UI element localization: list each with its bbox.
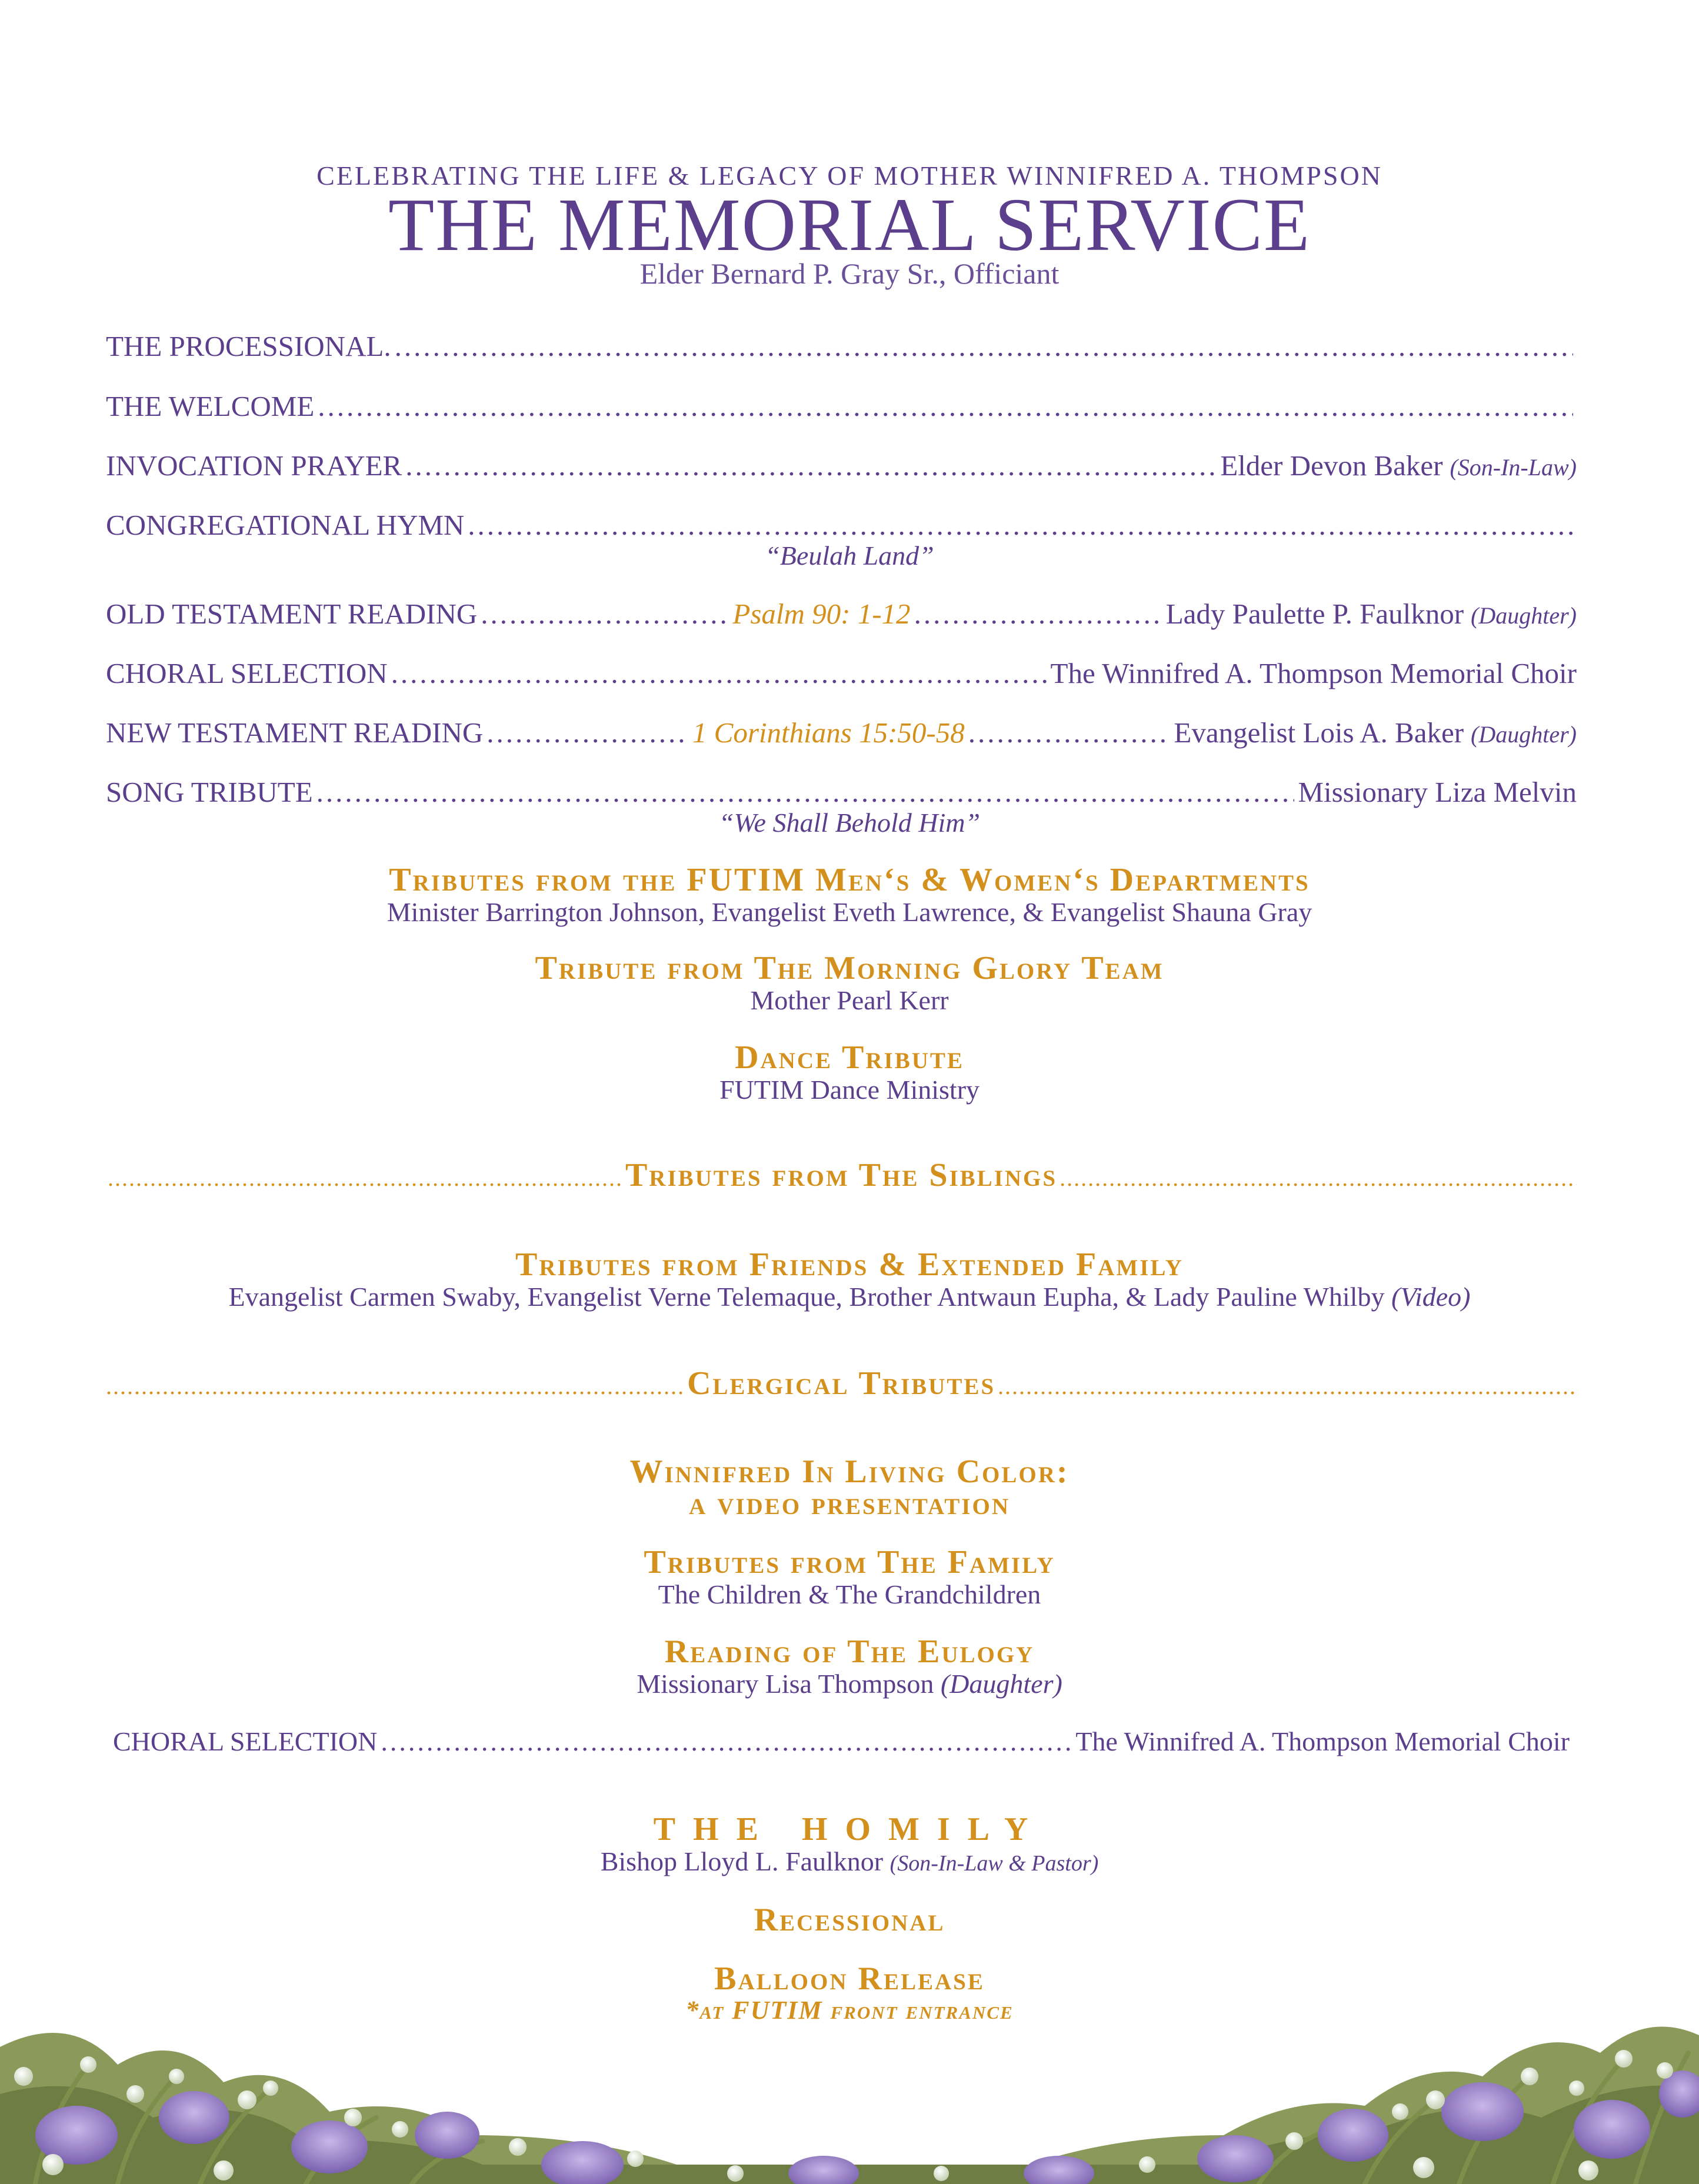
section-names-dance: FUTIM Dance Ministry <box>719 1075 980 1105</box>
leader-dots <box>395 329 1573 363</box>
program-row-welcome <box>106 389 1577 427</box>
program-row-processional <box>106 329 1577 367</box>
hymn-title: “Beulah Land” <box>765 541 934 571</box>
balloon-release-note: *at FUTIM front entrance <box>685 1996 1014 2025</box>
section-names-morning-glory: Mother Pearl Kerr <box>750 985 949 1015</box>
program-item-person: Lady Paulette P. Faulknor <box>1165 598 1464 630</box>
program-item-label: CHORAL SELECTION <box>113 1726 378 1756</box>
leader-dots <box>487 716 689 749</box>
program-item-person: Missionary Liza Melvin <box>1298 776 1577 808</box>
program-item-note: (Daughter) <box>1471 721 1577 748</box>
page-title: THE MEMORIAL SERVICE <box>388 183 1311 266</box>
program-row-invocation <box>106 449 1577 486</box>
program-item-label: OLD TESTAMENT READING <box>106 598 478 630</box>
program-item-person: Elder Devon Baker <box>1220 449 1443 482</box>
section-heading-friends: Tributes from Friends & Extended Family <box>515 1246 1184 1283</box>
leader-dots <box>481 597 729 631</box>
program-row-closing-choral <box>113 1726 1570 1763</box>
floral-border-image <box>0 1941 1699 2184</box>
section-heading-dance: Dance Tribute <box>735 1039 964 1076</box>
homily-speaker <box>0 1846 1699 1877</box>
program-item-label: NEW TESTAMENT READING <box>106 716 484 749</box>
leader-dots <box>317 775 1295 809</box>
balloon-release-heading: Balloon Release <box>714 1960 985 1997</box>
program-row-old-testament <box>106 597 1577 635</box>
program-row-choral-selection <box>106 656 1577 694</box>
program-row-new-testament <box>106 716 1577 753</box>
section-names-family: The Children & The Grandchildren <box>658 1579 1041 1609</box>
section-names-departments: Minister Barrington Johnson, Evangelist Eveth Lawrence, & Evangelist Shauna Gray <box>387 897 1312 927</box>
leader-dots <box>391 656 1047 690</box>
section-heading-clergical <box>106 1365 1577 1402</box>
section-heading-departments: Tributes from the FUTIM Men‘s & Women‘s Departments <box>389 862 1310 898</box>
homily-heading: THE HOMILY <box>653 1811 1046 1848</box>
friends-names: Evangelist Carmen Swaby, Evangelist Verne Telemaque, Brother Antwaun Eupha, & Lady Pauline Whilby <box>228 1282 1385 1312</box>
program-item-label: SONG TRIBUTE <box>106 776 313 808</box>
eulogy-reader: Missionary Lisa Thompson <box>637 1669 934 1699</box>
siblings-heading: Tributes from The Siblings <box>625 1157 1058 1193</box>
leader-dots <box>998 1372 1577 1400</box>
leader-dots <box>106 1164 623 1192</box>
program-item-label: CHORAL SELECTION <box>106 657 388 689</box>
program-item-person: The Winnifred A. Thompson Memorial Choir <box>1075 1726 1570 1756</box>
program-item-person: Evangelist Lois A. Baker <box>1174 716 1464 749</box>
officiant-line: Elder Bernard P. Gray Sr., Officiant <box>639 257 1060 290</box>
leader-dots <box>468 508 1573 542</box>
leader-dots <box>318 389 1573 423</box>
section-names-eulogy <box>0 1668 1699 1699</box>
section-heading-morning-glory: Tribute from The Morning Glory Team <box>535 950 1164 986</box>
program-item-person: The Winnifred A. Thompson Memorial Choir <box>1050 657 1577 689</box>
homily-speaker-name: Bishop Lloyd L. Faulknor <box>600 1846 884 1876</box>
program-item-label: CONGREGATIONAL HYMN <box>106 509 465 541</box>
leader-dots <box>1060 1164 1577 1192</box>
eulogy-note: (Daughter) <box>940 1669 1062 1699</box>
song-title: “We Shall Behold Him” <box>718 808 981 838</box>
program-kicker: CELEBRATING THE LIFE & LEGACY OF MOTHER WINNIFRED A. THOMPSON <box>317 161 1382 191</box>
section-heading-eulogy: Reading of The Eulogy <box>664 1633 1035 1670</box>
program-item-note: (Daughter) <box>1471 602 1577 629</box>
section-heading-siblings <box>106 1156 1577 1194</box>
program-item-label: INVOCATION PRAYER <box>106 449 402 482</box>
program-item-label: THE WELCOME <box>106 390 315 422</box>
video-heading-line-2: a video presentation <box>689 1485 1010 1522</box>
clergical-heading: Clergical Tributes <box>687 1365 996 1402</box>
leader-dots <box>968 716 1171 749</box>
leader-dots <box>381 1726 1072 1757</box>
leader-dots <box>405 449 1217 482</box>
scripture-reference: Psalm 90: 1-12 <box>732 598 911 630</box>
program-item-label: THE PROCESSIONAL. <box>106 330 391 362</box>
scripture-reference: 1 Corinthians 15:50-58 <box>692 716 965 749</box>
friends-note: (Video) <box>1391 1282 1471 1312</box>
homily-speaker-note: (Son-In-Law & Pastor) <box>890 1851 1099 1876</box>
section-heading-family: Tributes from The Family <box>644 1544 1055 1581</box>
recessional-heading: Recessional <box>754 1902 945 1938</box>
leader-dots <box>914 597 1162 631</box>
leader-dots <box>106 1372 685 1400</box>
video-heading-line-1: Winnifred In Living Color: <box>629 1453 1070 1490</box>
program-item-note: (Son-In-Law) <box>1450 454 1577 481</box>
section-names-friends <box>0 1281 1699 1312</box>
